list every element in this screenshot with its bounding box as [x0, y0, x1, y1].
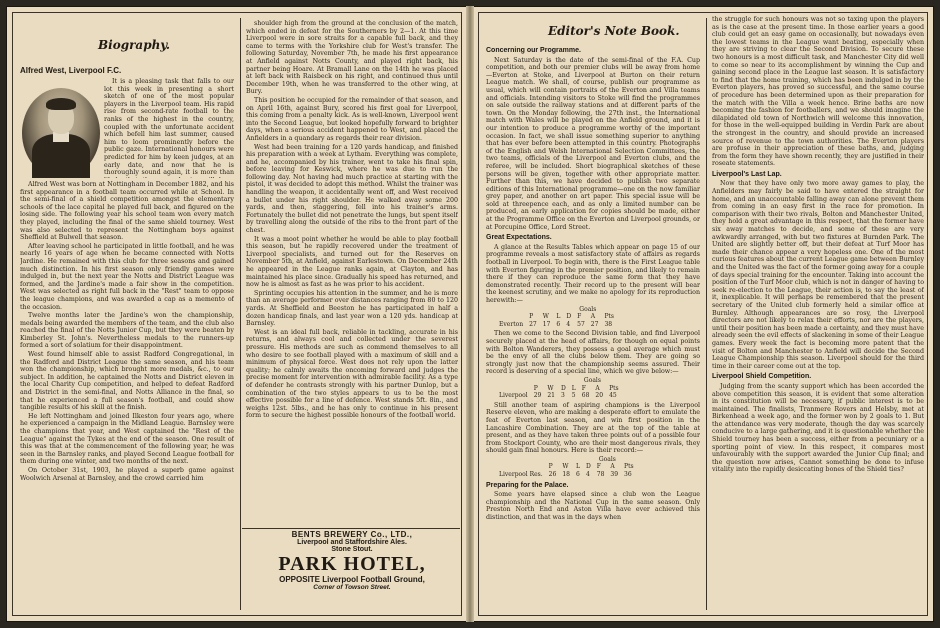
- right-column-divider: [706, 18, 707, 610]
- biography-subtitle: Alfred West, Liverpool F.C.: [20, 66, 122, 75]
- advert-ales: Liverpool and Staffordshire Ales.: [297, 539, 407, 546]
- table-cell: 3: [560, 392, 565, 400]
- table-cell: 20: [595, 392, 604, 400]
- biography-intro: It is a pleasing task that falls to our lot this week in presenting a short sketch of one of the most popular players in the Liverpool team. His rapid rise from second-rate football to the ranks of the highest in the country, coupled with the unfortunate accident which befell him last summer, caused him to loom prominently before the public gaze. International honours were predicted for him by keen judges, at an early date, and now that he is thoroughly sound again, it is more than: [104, 78, 234, 177]
- biography-paragraph: Twelve months later the Jardine's won the championship, medals being awarded the members of the team, and the club also reached the final of the Notts Junior Cup, but they were beaten by Kimberley St. John's. Nevertheless medals to the runners-up formed a sort of solatium for their disappointment.: [20, 312, 234, 350]
- table-cell: 57: [577, 320, 585, 328]
- section-heading: Liverpool Shield Competition.: [712, 373, 812, 381]
- table-header: W: [547, 384, 554, 392]
- advert-stout: Stone Stout.: [331, 546, 373, 553]
- table-header: P: [533, 384, 538, 392]
- liverpool-reserves-record-table: [496, 456, 637, 479]
- advert-location: OPPOSITE Liverpool Football Ground,: [279, 575, 425, 584]
- table-header: [496, 313, 526, 321]
- table-cell: 27: [529, 320, 537, 328]
- advert-top-rule: [242, 528, 460, 529]
- table-cell: 17: [542, 320, 551, 328]
- table-cell: 29: [533, 392, 542, 400]
- biography-paragraph: West had been training for a 120 yards handicap, and finished his preparation with a week at Lytham. Everything was complete, and he, accompanied by his trainer, went to take his final spin, before leaving for Keswick, where he was due to run the following day. Not having had much practice at starting with the pistol, it was decided to adopt this method. Whilst the trainer was handling the weapon, it accidentally went off, and West received a bullet under his right shoulder. He walked away some 200 yards, and then, staggering, fell into his trainer's arms. Fortunately the bullet did not penetrate the lungs, but spent itself by travelling along the outside of the ribs to the front part of the chest.: [246, 143, 458, 235]
- table-header: D: [585, 463, 591, 471]
- table-header: [496, 385, 531, 393]
- table-header: F: [581, 384, 586, 392]
- table-header: L: [575, 463, 580, 471]
- table-cell: 21: [547, 392, 555, 400]
- table-header: A: [610, 463, 615, 471]
- portrait-float: [20, 78, 104, 178]
- table-cell: 26: [548, 471, 557, 479]
- table-header: F: [596, 463, 601, 471]
- table-cell: 36: [624, 471, 632, 479]
- table-cell: Liverpool: [499, 392, 528, 400]
- table-cell: 18: [562, 471, 570, 479]
- editor-paragraph: A glance at the Results Tables which appear on page 15 of our programme reveals a most satisfactory state of affairs as regards football in Liverpool. To begin with, there is the First League table with Everton figuring in the premier position, and likely to remain there if they can reproduce the same form that they have demonstrated recently. Their record up to the present will bear the keenest scrutiny, and we make no apology for its reproduction herewith:—: [486, 243, 700, 304]
- left-column-divider: [240, 18, 241, 610]
- table-header: Pts: [609, 384, 619, 392]
- goals-label: Goals: [579, 305, 597, 313]
- table-cell: 6: [556, 320, 561, 328]
- table-header: Pts: [624, 463, 634, 471]
- table-cell: 4: [566, 320, 571, 328]
- liverpool-record-table: [496, 377, 622, 400]
- biography-paragraph: Alfred West was born at Nottingham in December 1882, and his first appearance in a football team occurred while at School. In the semi-final of a shield competition amongst the elementary schools of the lace capital he played full back, and figured on the losing side. The following year his school team won every match they played, including the final of the same shield tourney. West was also selected to represent the Nottingham boys against Sheffield at Bulwell that season.: [20, 181, 234, 242]
- goals-label: Goals: [598, 455, 616, 463]
- table-cell: 27: [590, 320, 599, 328]
- section-heading: Preparing for the Palace.: [486, 481, 569, 489]
- biography-paragraph: West found himself able to assist Radford Congregational, in the Radford and District League the same season, and his team won the championship, which brought more medals, &c., to our subject. In addition, he captained the Notts and District eleven in the local Charity Cup competition, and helped to defeat Radford and District in the semi-final, and Notts Alliance in the final, so that he experienced a full season's football, and could show tangible results of his skill at the finish.: [20, 351, 234, 412]
- table-header: P: [529, 313, 534, 321]
- biography-paragraph: West is an ideal full back, reliable in tackling, accurate in his returns, and always cool and collected under the severest pressure. His methods are such as commend themselves to all who desire to see football played with a maximum of skill and a minimum of physical force. West does not rely upon the latter quality; he calmly awaits the oncoming forward and judges the precise moment for intervention with admirable facility. As a type of defender he contrasts strongly with his partner Dunlop, but a combination of the two styles appears to us to be the most effective possible for a line of defence. West stands 5ft. 8in., and weighs 12st. 5lbs., and he has only to continue in his present form to secure the highest possible honours of the football world.: [246, 328, 458, 420]
- left-page: [6, 6, 468, 622]
- biography-heading: Biography.: [98, 38, 171, 52]
- everton-record-table: [496, 306, 617, 329]
- table-header: D: [560, 384, 566, 392]
- advert-hotel: PARK HOTEL,: [278, 553, 426, 575]
- table-header: W: [562, 463, 569, 471]
- brewery-advert: [246, 530, 458, 614]
- table-cell: 78: [596, 471, 605, 479]
- biography-paragraph: This position he occupied for the remainder of that season, and on April 16th, against Bury, scored his first goal for Liverpool, this coming from a penalty kick. As is well-known, Liverpool went into the Second League, but looked hopefully forward to brighter days, when a serious accident happened to West, and placed the Anfielders in a quandary as regards their rear division.: [246, 96, 458, 142]
- section-heading: Concerning our Programme.: [486, 47, 581, 54]
- table-header: A: [590, 313, 596, 321]
- table-header: L: [556, 313, 561, 321]
- editors-column-2: [712, 16, 924, 610]
- table-header: W: [542, 313, 549, 321]
- biography-paragraph: It was a moot point whether he would be able to play football this season, but he rapidly recovered under the treatment of Liverpool specialists, and turned out for the Reserves on November 5th, at Anfield, against Earlestown. On December 24th he appeared in the League ranks again, at Clayton, and has maintained his place since. Gradually his speed has returned, and now he is almost as fast as he was prior to his accident.: [246, 235, 458, 289]
- editor-paragraph: Judging from the scanty support which has been accorded the above competition this season, it is evident that some alteration in its constitution will be necessary, if public interest is to be maintained. The finalists, Tranmere Rovers and Helsby, met at Birkenhead a week ago, and the former won by 2 goals to 1. But the attendance was very moderate, though the day was scarcely conducive to a large gathering, and it is questionable whether the Shield tourney has been a success, either from a pecuniary or a sporting point of view. In this respect, it compares most unfavourably with the support awarded the Junior Cup final; and the question now arises, Cannot something be done to infuse vitality into the rapidly desiccating bones of the Shield ties?: [712, 382, 924, 474]
- goals-label: Goals: [583, 376, 601, 384]
- table-header: P: [548, 463, 553, 471]
- table-cell: Everton: [499, 320, 524, 328]
- editor-paragraph: the struggle for such honours was not so taxing upon the players as is the case at the present time. In those earlier years a good club could get an easy game on occasionally, but nowadays even the lowest teams in the League want beating, especially when they are striving to clear the Second Division. To secure these two honours is a most difficult task, and Manchester City did well to come so near to its accomplishment by winning the Cup and gaining second place in the League last season. It is satisfactory to find that the home training, which has been indulged in by the Everton players, has proved so successful, and the same course of procedure has been determined upon as their preparation for the match with the Villa a week hence. Brine baths are now becoming the fashion for footballers, and we should imagine the dilapidated old town of Northwich will welcome this innovation, for those in the well-equipped building in Verdin Park are about the strongest in the country, and should provide an increased source of revenue to the town authorities. The Everton players are profuse in their appreciation of these baths, and, judging from the form they have shown recently, they are justified in their roseate statements.: [712, 16, 924, 168]
- biography-paragraph: shoulder high from the ground at the conclusion of the match, which ended in defeat for the Southerners by 2—1. At this time Liverpool were in sore straits for a capable full back, and they came to terms with the Yorkshire club for West's transfer. The following Saturday, November 7th, he made his first appearance at Anfield against Notts County, and played right back, his partner being Hoare. At Bramall Lane on the 14th he was placed at left back with Raisbeck on his right, and continued thus until December 19th, when he was transferred to the other wing, at Bury.: [246, 20, 458, 96]
- table-cell: 68: [581, 392, 590, 400]
- biography-intro-wrap: [20, 78, 234, 178]
- editor-paragraph: Next Saturday is the date of the semi-final of the F.A. Cup competition, and both our premier clubs will be away from home—Everton at Stoke, and Liverpool at Burton on their return League match. We shall, of course, publish our programme as usual, which will contain portraits of the Everton and Villa teams and officials. Intending visitors to Stoke will find the programmes on sale outside the railway stations and at different parts of the town. On the Monday following, the 27th inst., the International match with Wales will be played on the Anfield ground, and it is our intention to produce a programme worthy of the important occasion. In fact, we shall issue something superior to anything that has ever before been attempted in this country. Photographs of the English and Welsh International Selection Committees, the two teams, officials of the Liverpool and Everton clubs, and the referee, will be included. Short biographical sketches of these persons will be given, together with other appropriate matter. Further than this, we have decided to publish two separate editions of this International programme—one on the now familiar grey paper, and another on art paper. This special issue will be sold at threepence each, and as only a limited number can be produced, an early application for copies should be made, either at the Programme Office on the Everton and Liverpool grounds, or at Porcupine Office, Lord Street.: [486, 56, 700, 231]
- table-header: A: [595, 384, 600, 392]
- editor-paragraph: Some years have elapsed since a club won the League championship and the National Cup in the same season. Only Preston North End and Aston Villa have ever achieved this distinction, and that was in the days when: [486, 491, 700, 522]
- editor-paragraph: Then we come to the Second Division table, and find Liverpool securely placed at the head of affairs, for though on equal points with Bolton Wanderers, they possess a goal average which must be the envy of all the clubs below them. They are going so strongly just now that the championship seems assured. Their record is deserving of a special line, which we give below:—: [486, 330, 700, 376]
- table-header: D: [566, 313, 572, 321]
- biography-paragraph: Sprinting occupies his attention in the summer, and he is more than an average performer over distances ranging from 80 to 120 yards. At Sheffield and Beeston he has participated in half a dozen handicap finals, and last year won a 120 yds. handicap at Barnsley.: [246, 289, 458, 328]
- table-cell: 6: [575, 471, 580, 479]
- table-cell: 38: [604, 320, 613, 328]
- biography-paragraph: On October 31st, 1903, he played a superb game against Woolwich Arsenal at Barnsley, and the crowd carried him: [20, 466, 234, 482]
- table-header: [496, 463, 546, 471]
- editor-paragraph: Now that they have only two more away games to play, the Anfielders may fairly be said to have entered the straight for home, and an unaccountable falling away can alone prevent them from coming in an easy first in the race for promotion. In comparison with their two rivals, Bolton and Manchester United, they hold a great advantage in this respect, that the former have six away matches to decide, and some of these are very awkwardly arranged, with but two fixtures at Burnden Park. The United are slightly better off, but their defeat at Turf Moor has made their chance appear a very hopeless one. One of the most curious features about the current League game between Burnley and the United was the fact of the former going away for a couple of days special training for the encounter. Taking into account the position of the Turf Moor club, which is not in danger of having to seek re-election to the League, their action is, to say the least of it, inexplicable. It will perhaps be remembered that the present secretary of the United club formerly held a similar office at Burnley. Although appearances are so rosy, the Liverpool directors are not likely to relax their efforts, nor are the players, until their position has been made a certainty, and they must have already seen the evil effects of slackening in some of their League games. Every week the fact is becoming more patent that the visit of Bolton and Manchester to Anfield will decide the Second League Championship this season. Liverpool should for the third time in their career come out at the top.: [712, 180, 924, 370]
- section-heading: Liverpool's Last Lap.: [712, 170, 782, 178]
- right-page: [472, 6, 934, 622]
- table-cell: 39: [610, 471, 619, 479]
- biography-column-2: [246, 20, 458, 526]
- biography-column-1: [20, 181, 234, 609]
- editors-note-book-heading: Editor's Note Book.: [548, 24, 680, 38]
- table-cell: 4: [585, 471, 590, 479]
- editor-paragraph: Still another team of aspiring champions is the Liverpool Reserve eleven, who are making a desperate effort to emulate the feat of Everton last season, and win first position in the Lancashire Combination. They are at the top of the table at present, and as they have taken three points out of a possible four from Stockport County, who are their most dangerous rivals, they should gain final honours. Here is their record:—: [486, 401, 700, 455]
- table-cell: 45: [609, 392, 617, 400]
- advert-company: BENTS BREWERY Co., LTD.,: [291, 530, 413, 539]
- biography-paragraph: He left Nottingham and joined Ilkeston four years ago, where he experienced a campaign in the Midland League. Barnsley were the champions that year, and West captained the "Rest of the League" against the Tykes at the end of the season. One result of this was that at the commencement of the following year, he was seen in the Barnsley ranks, and played Second League football for them during one winter, and two months of the next.: [20, 412, 234, 466]
- section-heading: Great Expectations.: [486, 234, 552, 242]
- table-header: L: [571, 384, 576, 392]
- table-header: F: [577, 313, 582, 321]
- table-cell: Liverpool Res.: [499, 471, 543, 479]
- programme-spread: [6, 6, 934, 622]
- table-cell: 5: [571, 392, 576, 400]
- table-header: Pts: [604, 313, 614, 321]
- advert-corner: Corner of Towson Street.: [313, 584, 391, 591]
- editors-column-1: [486, 44, 700, 610]
- biography-paragraph: After leaving school he participated in little football, and he was nearly 16 years of age when he became connected with Notts Jardine. He remained with this club for three seasons and gained much distinction. In his first season only friendly games were indulged in, but the next year the Notts and District League was formed, and the Jardine's made a fair show in the competition. West was selected as right full back in the "Rest" team to oppose the league champions, and was awarded a cap as a memento of the occasion.: [20, 242, 234, 311]
